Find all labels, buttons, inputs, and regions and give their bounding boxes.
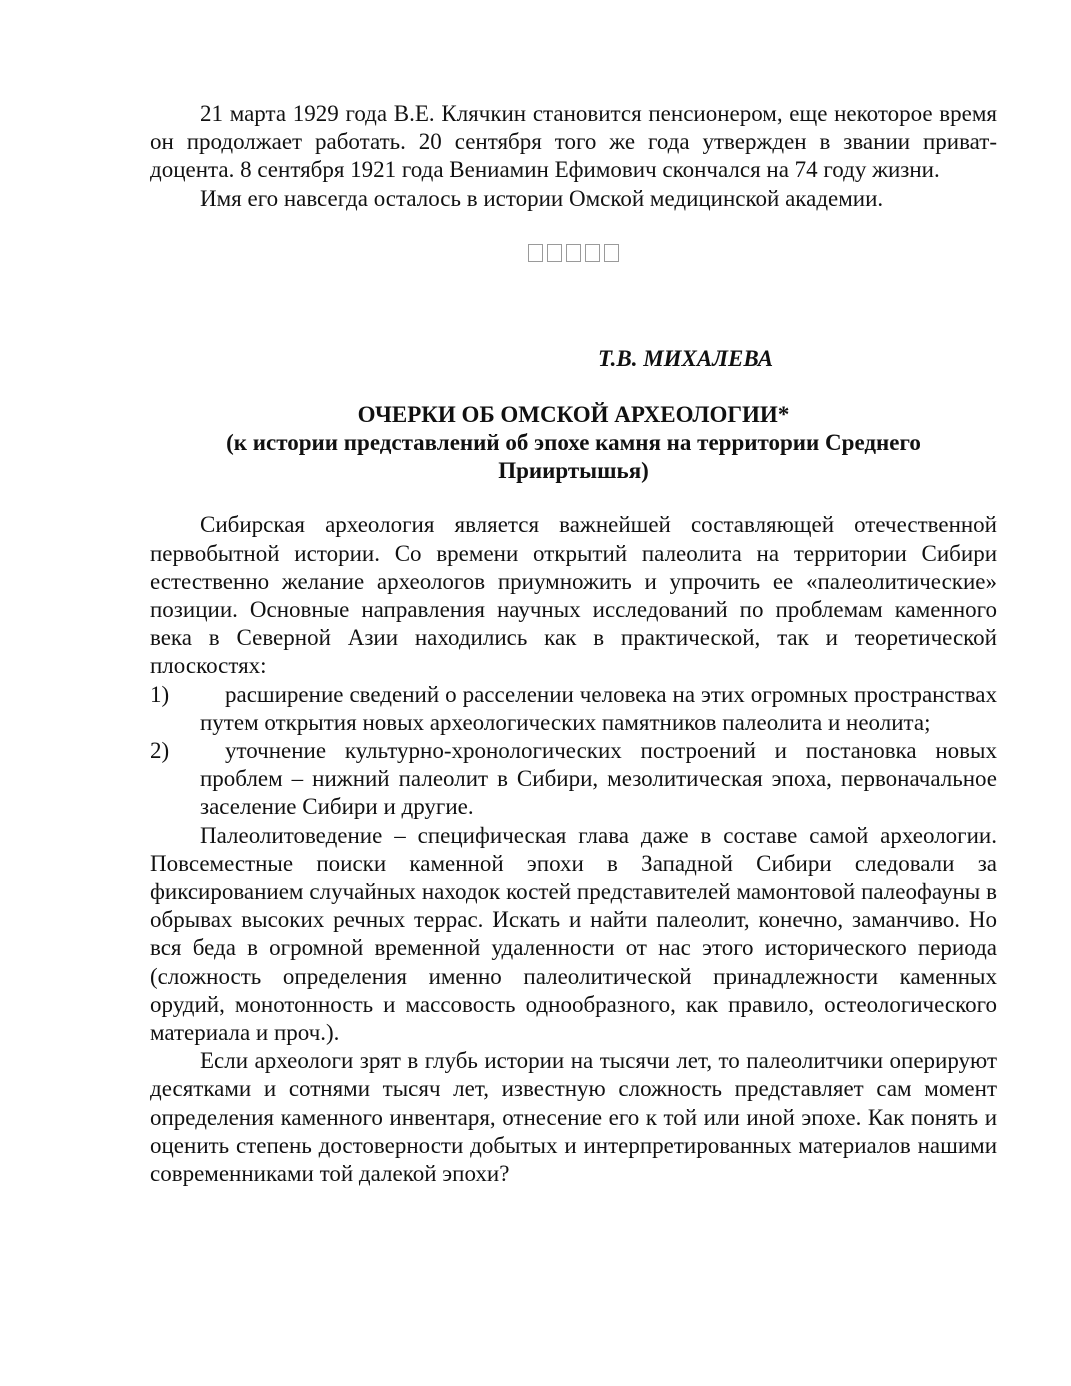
list-item bbox=[150, 737, 997, 822]
section-separator bbox=[150, 237, 997, 265]
separator-glyph-icon bbox=[547, 244, 562, 262]
list-item-number: 2) bbox=[150, 738, 170, 764]
separator-glyph-icon bbox=[585, 244, 600, 262]
separator-glyph-icon bbox=[604, 244, 619, 262]
title-line-main: ОЧЕРКИ ОБ ОМСКОЙ АРХЕОЛОГИИ* bbox=[357, 401, 790, 427]
paragraph-retirement: 21 марта 1929 года В.Е. Клячкин становится пенсионером, еще некоторое время он продолжает работать. 20 сентября того же года утвержден в звании приват-доцента. 8 сентября 1921 года Вениамин Ефимович скончался на 74 году жизни. bbox=[150, 101, 997, 183]
list-item-number: 1) bbox=[150, 681, 170, 707]
list-item-text: уточнение культурно-хронологических построений и постановка новых проблем – нижний палеолит в Сибири, мезолитическая эпоха, первоначальное заселение Сибири и другие. bbox=[200, 738, 997, 820]
paragraph-intro: Сибирская археология является важнейшей составляющей отечественной первобытной истории. Со времени открытий палеолита на территории Сибири естественно желание археологов приумножить и упрочить ее «палеолитические» позиции. Основные направления научных исследований по проблемам каменного века в Северной Азии находились как в практической, так и теоретической плоскостях: bbox=[150, 512, 997, 679]
paragraph-archaeologists: Если археологи зрят в глубь истории на тысячи лет, то палеолитчики оперируют десятками и сотнями тысяч лет, известную сложность представляет сам момент определения каменного инвентаря, отнесение его к той или иной эпохе. Как понять и оценить степень достоверности добытых и интерпретированных материалов нашими современниками той далекой эпохи? bbox=[150, 1048, 997, 1187]
article-body bbox=[150, 511, 997, 1188]
separator-glyph-icon bbox=[566, 244, 581, 262]
document-page bbox=[150, 100, 997, 1188]
title-line-subtitle-end: Прииртышья) bbox=[498, 458, 649, 484]
list-item bbox=[150, 681, 997, 737]
article-title bbox=[150, 401, 997, 486]
paragraph-paleolithic: Палеолитоведение – специфическая глава даже в составе самой археологии. Повсеместные поиски каменной эпохи в Западной Сибири следовали за фиксированием случайных находок костей представителей мамонтовой палеофауны в обрывах высоких речных террас. Искать и найти палеолит, конечно, заманчиво. Но вся беда в огромной временной удаленности от нас этого исторического периода (сложность определения именно палеолитической принадлежности каменных орудий, монотонность и массовость однообразного, как правило, остеологического материала и проч.). bbox=[150, 822, 997, 1046]
list-item-text: расширение сведений о расселении человека на этих огромных пространствах путем открытия новых археологических памятников палеолита и неолита; bbox=[200, 681, 997, 735]
title-line-subtitle: (к истории представлений об эпохе камня на территории Среднего bbox=[226, 430, 921, 456]
author-name: Т.В. МИХАЛЕВА bbox=[598, 345, 774, 371]
separator-glyph-icon bbox=[528, 244, 543, 262]
paragraph-legacy: Имя его навсегда осталось в истории Омской медицинской академии. bbox=[200, 185, 884, 211]
